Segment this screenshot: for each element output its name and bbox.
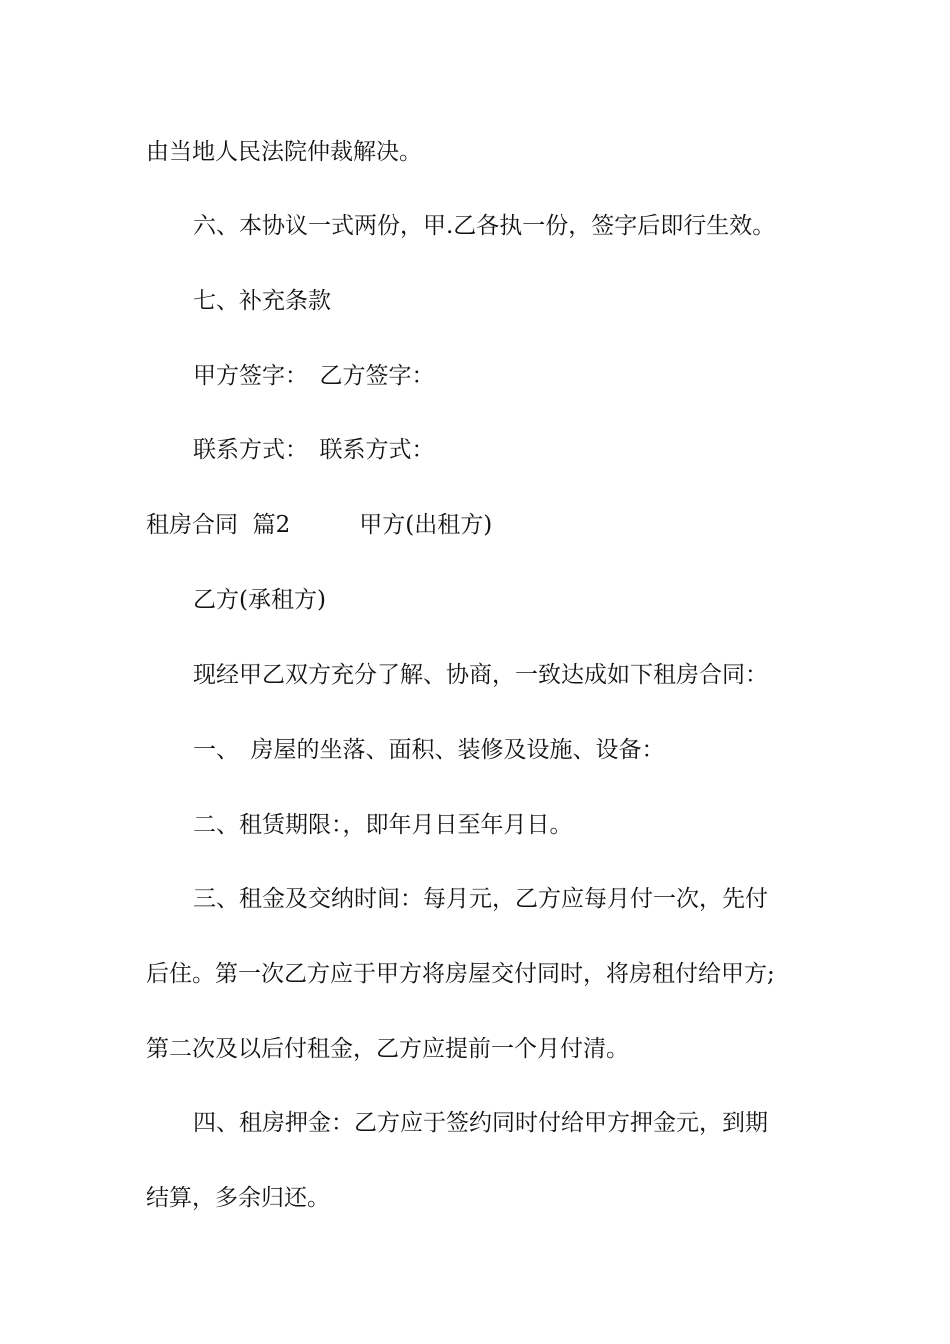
clause-three-line-3: 第二次及以后付租金，乙方应提前一个月付清。 <box>146 1036 629 1062</box>
clause-three-line-2: 后住。第一次乙方应于甲方将房屋交付同时，将房租付给甲方; <box>146 961 775 987</box>
preamble-line: 现经甲乙双方充分了解、协商，一致达成如下租房合同： <box>193 662 768 688</box>
contact-line: 联系方式： 联系方式： <box>193 437 435 463</box>
clause-seven-heading: 七、补充条款 <box>193 288 331 314</box>
clause-four-line-1: 四、租房押金：乙方应于签约同时付给甲方押金元，到期 <box>193 1110 768 1136</box>
contract-title-line: 租房合同 篇2 甲方(出租方) <box>146 512 493 538</box>
tenant-party-line: 乙方(承租方) <box>193 587 326 613</box>
clause-one: 一、 房屋的坐落、面积、装修及设施、设备： <box>193 737 665 763</box>
clause-three-line-1: 三、租金及交纳时间：每月元，乙方应每月付一次，先付 <box>193 886 768 912</box>
paragraph-line-arbitration: 由当地人民法院仲裁解决。 <box>146 139 422 165</box>
signature-line: 甲方签字： 乙方签字： <box>193 363 435 389</box>
clause-six: 六、本协议一式两份，甲.乙各执一份，签字后即行生效。 <box>193 213 776 239</box>
clause-two: 二、租赁期限：，即年月日至年月日。 <box>193 812 573 838</box>
clause-four-line-2: 结算，多余归还。 <box>146 1185 330 1211</box>
